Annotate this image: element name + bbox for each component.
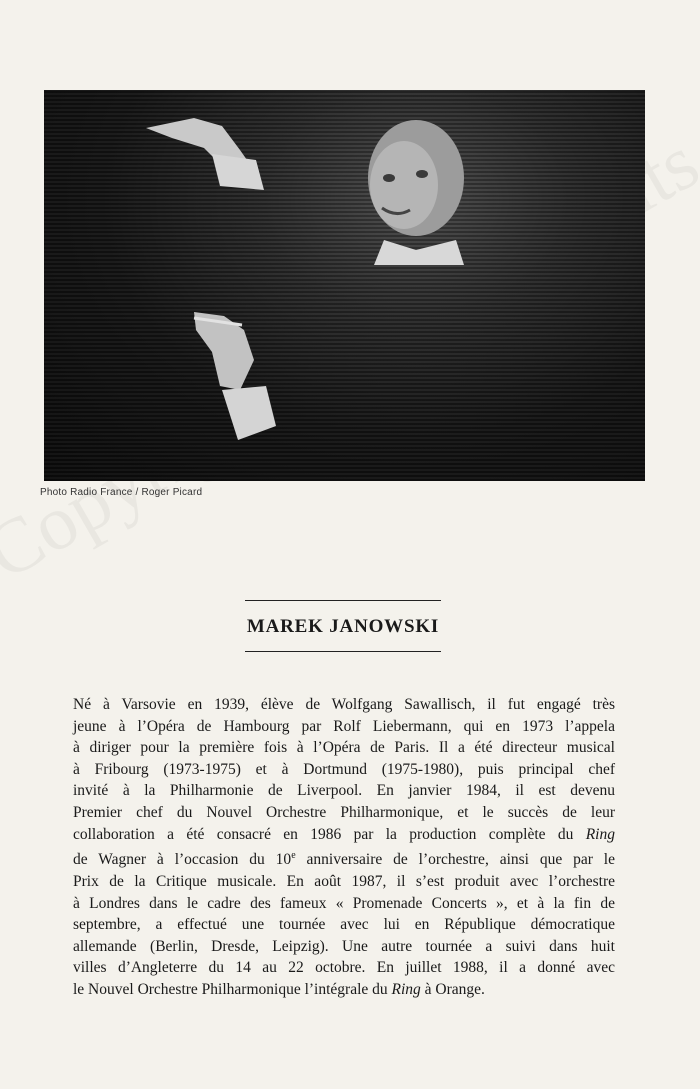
opera-title-ring: Ring [391,980,421,998]
biography-line [73,694,615,716]
biography-line [73,871,615,893]
opera-title-ring: Ring [585,825,615,843]
biography-line [73,936,615,958]
biography-line [73,845,615,871]
biography-text-run: jeune à l’Opéra de Hambourg par Rolf Liebermann, qui en 1973 l’appela [73,717,615,735]
biography-text-run: de Wagner à l’occasion du 10 [73,851,292,869]
biography-text-run: le Nouvel Orchestre Philharmonique l’intégrale du [73,980,392,998]
biography-line [73,824,615,846]
biography-text-run: à Londres dans le cadre des fameux « Promenade Concerts », et à la fin de [73,894,615,912]
biography-line [73,802,615,824]
biography-line [73,780,615,802]
biography-text-run: Prix de la Critique musicale. En août 1987, il s’est produit avec l’orchestre [73,872,615,890]
biography-text-run: Premier chef du Nouvel Orchestre Philharmonique, et le succès de leur [73,803,615,821]
biography-text-run: villes d’Angleterre du 14 au 22 octobre. En juillet 1988, il a donné avec [73,959,615,977]
biography-text-run: septembre, a effectué une tournée avec lui en République démocratique [73,916,615,934]
heading-rule-bottom [245,651,441,652]
biography-line [73,716,615,738]
conductor-photo [44,90,645,481]
biography-text [73,694,615,1000]
conductor-name-heading: MAREK JANOWSKI [246,616,440,637]
biography-line [73,759,615,781]
biography-text-run: à Fribourg (1973-1975) et à Dortmund (1975-1980), puis principal chef [73,760,615,778]
biography-line [73,914,615,936]
conductor-silhouette [44,90,645,481]
biography-text-run: à Orange. [420,980,485,998]
biography-line [73,893,615,915]
biography-text-run: à diriger pour la première fois à l’Opéra de Paris. Il a été directeur musical [73,739,615,757]
ordinal-superscript: e [291,850,296,862]
biography-line [73,957,615,979]
biography-text-run: anniversaire de l’orchestre, ainsi que par le [295,851,615,869]
biography-text-run: invité à la Philharmonie de Liverpool. En janvier 1984, il est devenu [73,782,615,800]
heading-rule-top [245,600,441,601]
photo-credit: Photo Radio France / Roger Picard [40,487,203,498]
biography-text-run: allemande (Berlin, Dresde, Leipzig). Une autre tournée a suivi dans huit [73,937,615,955]
biography-text-run: Né à Varsovie en 1939, élève de Wolfgang Sawallisch, il fut engagé très [73,696,615,713]
biography-text-run: collaboration a été consacré en 1986 par la production complète du [73,825,586,843]
biography-line [73,737,615,759]
biography-line [73,979,615,1001]
